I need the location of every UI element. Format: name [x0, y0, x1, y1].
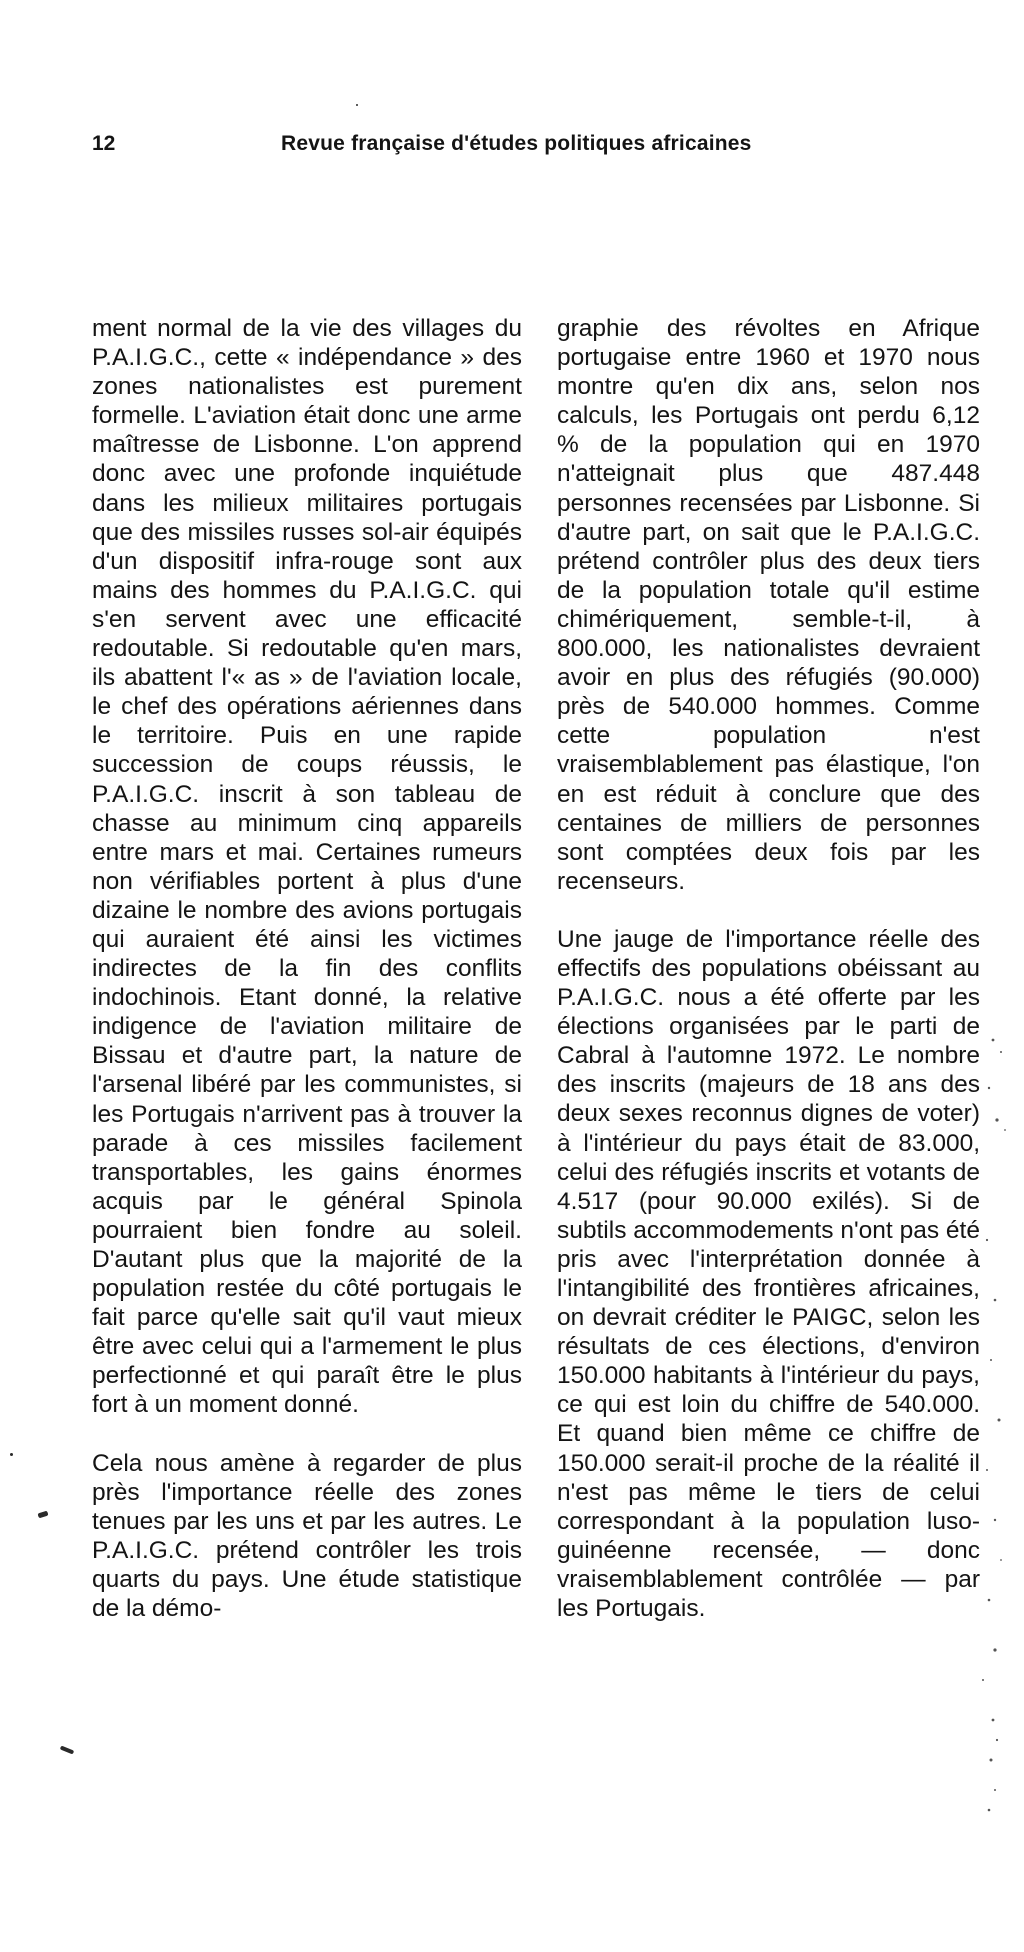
left-column [92, 314, 522, 1623]
paragraph: graphie des révoltes en Afrique portugaise entre 1960 et 1970 nous montre qu'en dix ans, selon nos calculs, les Portugais ont perdu 6,12 % de la population qui en 1970 n'atteignait plus que 487.448 personnes recensées par Lisbonne. Si d'autre part, on sait que le P.A.I.G.C. prétend contrôler plus des deux tiers de la population totale qu'il estime chimériquement, semble-t-il, à 800.000, les nationalistes devraient avoir en plus des réfugiés (90.000) près de 540.000 hommes. Comme cette population n'est vraisemblablement pas élastique, l'on en est réduit à conclure que des centaines de milliers de personnes sont comptées deux fois par les recenseurs. [557, 315, 980, 895]
scan-speck [10, 1453, 13, 1456]
scan-speck [37, 1511, 48, 1519]
right-column [557, 314, 980, 1623]
paragraph: Cela nous amène à regarder de plus près l'importance réelle des zones tenues par les uns et par les autres. Le P.A.I.G.C. prétend contrôler les trois quarts du pays. Une étude statistique de la démo- [92, 1449, 522, 1623]
scan-speck [356, 104, 358, 106]
page-number: 12 [92, 132, 116, 155]
paragraph: ment normal de la vie des villages du P.A.I.G.C., cette « indépendance » des zones nationalistes est purement formelle. L'aviation était donc une arme maîtresse de Lisbonne. L'on apprend donc avec une profonde inquiétude dans les milieux militaires portugais que des missiles russes sol-air équipés d'un dispositif infra-rouge sont aux mains des hommes du P.A.I.G.C. qui s'en servent avec une efficacité redoutable. Si redoutable qu'en mars, ils abattent l'« as » de l'aviation locale, le chef des opérations aériennes dans le territoire. Puis en une rapide succession de coups réussis, le P.A.I.G.C. inscrit à son tableau de chasse au minimum cinq appareils entre mars et mai. Certaines rumeurs non vérifiables portent à plus d'une dizaine le nombre des avions portugais qui auraient été ainsi les victimes indirectes de la fin des conflits indochinois. Etant donné, la relative indigence de l'aviation militaire de Bissau et d'autre part, la nature de l'arsenal libéré par les communistes, si les Portugais n'arrivent pas à trouver la parade à ces missiles facilement transportables, les gains énormes acquis par le général Spinola pourraient bien fondre au soleil. D'autant plus que la majorité de la population restée du côté portugais le fait parce qu'elle sait qu'il vaut mieux être avec celui qui a l'armement le plus perfectionné et qui paraît être le plus fort à un moment donné. [92, 315, 522, 1419]
paragraph: Une jauge de l'importance réelle des effectifs des populations obéissant au P.A.I.G.C. nous a été offerte par les élections organisées par le parti de Cabral à l'automne 1972. Le nombre des inscrits (majeurs de 18 ans des deux sexes reconnus dignes de voter) à l'intérieur du pays était de 83.000, celui des réfugiés inscrits et votants de 4.517 (pour 90.000 exilés). Si de subtils accommodements n'ont pas été pris avec l'interprétation donnée à l'intangibilité des frontières africaines, on devrait créditer le PAIGC, selon les résultats de ces élections, d'environ 150.000 habitants à l'intérieur du pays, ce qui est loin du chiffre de 540.000. Et quand bien même ce chiffre de 150.000 serait-il proche de la réalité il n'est pas même le tiers de celui correspondant à la population luso-guinéenne recensée, — donc vraisemblablement contrôlée — par les Portugais. [557, 925, 980, 1623]
scan-margin-noise [975, 1000, 1015, 1900]
running-head: Revue française d'études politiques africaines [281, 132, 752, 155]
scan-speck [60, 1746, 74, 1755]
